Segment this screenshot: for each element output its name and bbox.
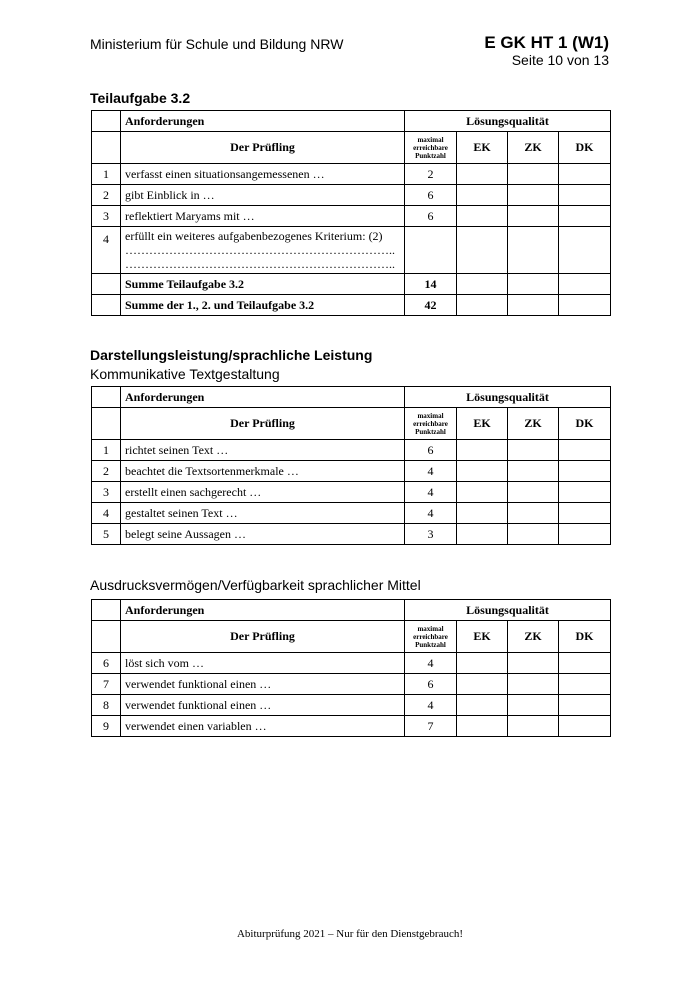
table-row xyxy=(92,503,611,524)
requirement-text: verwendet funktional einen … xyxy=(121,695,405,716)
zk-cell[interactable] xyxy=(508,227,559,274)
col-header-candidate: Der Prüfling xyxy=(121,408,405,440)
table-cell xyxy=(92,132,121,164)
row-number: 6 xyxy=(92,653,121,674)
zk-cell[interactable] xyxy=(508,295,559,316)
table-row xyxy=(92,482,611,503)
sum-points: 42 xyxy=(405,295,457,316)
zk-cell[interactable] xyxy=(508,164,559,185)
requirement-text: erstellt einen sachgerecht … xyxy=(121,482,405,503)
table-row xyxy=(92,695,611,716)
col-header-dk: DK xyxy=(559,408,611,440)
col-header-zk: ZK xyxy=(508,408,559,440)
dk-cell[interactable] xyxy=(559,503,611,524)
dk-cell[interactable] xyxy=(559,716,611,737)
col-header-requirements: Anforderungen xyxy=(121,387,405,408)
max-points-line: Punktzahl xyxy=(415,151,446,160)
table-row xyxy=(92,164,611,185)
dk-cell[interactable] xyxy=(559,164,611,185)
col-header-quality: Lösungsqualität xyxy=(405,600,611,621)
requirement-text: erfüllt ein weiteres aufgabenbezogenes Kriterium: (2) xyxy=(125,229,383,243)
row-number: 4 xyxy=(92,227,121,274)
dk-cell[interactable] xyxy=(559,185,611,206)
table-row xyxy=(92,227,611,274)
max-points: 6 xyxy=(405,674,457,695)
dk-cell[interactable] xyxy=(559,482,611,503)
max-points: 2 xyxy=(405,164,457,185)
ek-cell[interactable] xyxy=(457,503,508,524)
max-points-line: Punktzahl xyxy=(415,640,446,649)
ek-cell[interactable] xyxy=(457,274,508,295)
requirement-text: verwendet einen variablen … xyxy=(121,716,405,737)
ek-cell[interactable] xyxy=(457,206,508,227)
max-points: 6 xyxy=(405,440,457,461)
requirement-text: gibt Einblick in … xyxy=(121,185,405,206)
table-row xyxy=(92,206,611,227)
table-row xyxy=(92,440,611,461)
sum-points: 14 xyxy=(405,274,457,295)
ek-cell[interactable] xyxy=(457,440,508,461)
ek-cell[interactable] xyxy=(457,653,508,674)
row-number: 5 xyxy=(92,524,121,545)
max-points-line: Punktzahl xyxy=(415,427,446,436)
col-header-ek: EK xyxy=(457,408,508,440)
ek-cell[interactable] xyxy=(457,695,508,716)
ek-cell[interactable] xyxy=(457,461,508,482)
ek-cell[interactable] xyxy=(457,716,508,737)
max-points-line: erreichbare xyxy=(413,632,448,641)
section-subtitle-ausdruck: Ausdrucksvermögen/Verfügbarkeit sprachlicher Mittel xyxy=(90,577,421,593)
section-title-teilaufgabe: Teilaufgabe 3.2 xyxy=(90,90,191,106)
col-header-candidate: Der Prüfling xyxy=(121,621,405,653)
max-points-line: maximal xyxy=(417,135,444,144)
zk-cell[interactable] xyxy=(508,524,559,545)
sum-label: Summe der 1., 2. und Teilaufgabe 3.2 xyxy=(121,295,405,316)
max-points-line: maximal xyxy=(417,411,444,420)
col-header-requirements: Anforderungen xyxy=(121,111,405,132)
requirement-text: löst sich vom … xyxy=(121,653,405,674)
requirement-text: verwendet funktional einen … xyxy=(121,674,405,695)
col-header-requirements: Anforderungen xyxy=(121,600,405,621)
table-cell xyxy=(92,295,121,316)
zk-cell[interactable] xyxy=(508,185,559,206)
row-number: 3 xyxy=(92,482,121,503)
dk-cell[interactable] xyxy=(559,695,611,716)
ek-cell[interactable] xyxy=(457,482,508,503)
col-header-max-points xyxy=(405,408,457,440)
zk-cell[interactable] xyxy=(508,274,559,295)
max-points: 6 xyxy=(405,206,457,227)
dk-cell[interactable] xyxy=(559,274,611,295)
fill-in-line: ………………………………………………………….. xyxy=(125,257,395,271)
ek-cell[interactable] xyxy=(457,227,508,274)
max-points xyxy=(405,227,457,274)
zk-cell[interactable] xyxy=(508,206,559,227)
max-points-line: maximal xyxy=(417,624,444,633)
max-points-line: erreichbare xyxy=(413,419,448,428)
col-header-max-points xyxy=(405,132,457,164)
row-number: 8 xyxy=(92,695,121,716)
zk-cell[interactable] xyxy=(508,716,559,737)
col-header-zk: ZK xyxy=(508,132,559,164)
table-cell xyxy=(92,621,121,653)
table-cell xyxy=(92,387,121,408)
requirement-text: belegt seine Aussagen … xyxy=(121,524,405,545)
col-header-quality: Lösungsqualität xyxy=(405,387,611,408)
col-header-max-points xyxy=(405,621,457,653)
table-row xyxy=(92,461,611,482)
row-number: 1 xyxy=(92,440,121,461)
max-points: 6 xyxy=(405,185,457,206)
col-header-zk: ZK xyxy=(508,621,559,653)
section-title-darstellung: Darstellungsleistung/sprachliche Leistung xyxy=(90,347,373,363)
table-cell xyxy=(92,408,121,440)
sum-label: Summe Teilaufgabe 3.2 xyxy=(121,274,405,295)
row-number: 4 xyxy=(92,503,121,524)
ek-cell[interactable] xyxy=(457,524,508,545)
zk-cell[interactable] xyxy=(508,440,559,461)
zk-cell[interactable] xyxy=(508,461,559,482)
max-points: 4 xyxy=(405,653,457,674)
sum-row xyxy=(92,274,611,295)
table-row xyxy=(92,674,611,695)
row-number: 3 xyxy=(92,206,121,227)
col-header-ek: EK xyxy=(457,621,508,653)
exam-code: E GK HT 1 (W1) xyxy=(484,33,609,52)
zk-cell[interactable] xyxy=(508,674,559,695)
zk-cell[interactable] xyxy=(508,653,559,674)
table-cell xyxy=(92,111,121,132)
table-cell xyxy=(92,274,121,295)
grading-table-ausdruck xyxy=(91,599,611,737)
grading-table-teilaufgabe xyxy=(91,110,611,316)
row-number: 7 xyxy=(92,674,121,695)
dk-cell[interactable] xyxy=(559,295,611,316)
row-number: 9 xyxy=(92,716,121,737)
requirement-text: reflektiert Maryams mit … xyxy=(121,206,405,227)
table-row xyxy=(92,524,611,545)
max-points: 7 xyxy=(405,716,457,737)
table-row xyxy=(92,716,611,737)
ek-cell[interactable] xyxy=(457,164,508,185)
section-subtitle-kommunikativ: Kommunikative Textgestaltung xyxy=(90,366,280,382)
max-points: 4 xyxy=(405,461,457,482)
ek-cell[interactable] xyxy=(457,185,508,206)
col-header-candidate: Der Prüfling xyxy=(121,132,405,164)
dk-cell[interactable] xyxy=(559,206,611,227)
col-header-dk: DK xyxy=(559,621,611,653)
grading-table-kommunikativ xyxy=(91,386,611,545)
requirement-text: richtet seinen Text … xyxy=(121,440,405,461)
page-footer: Abiturprüfung 2021 – Nur für den Dienstgebrauch! xyxy=(236,928,464,940)
sum-row xyxy=(92,295,611,316)
zk-cell[interactable] xyxy=(508,503,559,524)
row-number: 2 xyxy=(92,461,121,482)
dk-cell[interactable] xyxy=(559,524,611,545)
ministry-name: Ministerium für Schule und Bildung NRW xyxy=(90,36,344,52)
table-row xyxy=(92,653,611,674)
dk-cell[interactable] xyxy=(559,461,611,482)
fill-in-line: ………………………………………………………….. xyxy=(125,243,395,257)
table-cell xyxy=(92,600,121,621)
table-row xyxy=(92,185,611,206)
ek-cell[interactable] xyxy=(457,674,508,695)
page-number: Seite 10 von 13 xyxy=(511,52,609,68)
col-header-ek: EK xyxy=(457,132,508,164)
max-points: 4 xyxy=(405,503,457,524)
requirement-text: gestaltet seinen Text … xyxy=(121,503,405,524)
zk-cell[interactable] xyxy=(508,695,559,716)
row-number: 1 xyxy=(92,164,121,185)
dk-cell[interactable] xyxy=(559,227,611,274)
max-points: 4 xyxy=(405,695,457,716)
row-number: 2 xyxy=(92,185,121,206)
dk-cell[interactable] xyxy=(559,674,611,695)
zk-cell[interactable] xyxy=(508,482,559,503)
ek-cell[interactable] xyxy=(457,295,508,316)
dk-cell[interactable] xyxy=(559,440,611,461)
requirement-text: beachtet die Textsortenmerkmale … xyxy=(121,461,405,482)
dk-cell[interactable] xyxy=(559,653,611,674)
max-points: 3 xyxy=(405,524,457,545)
max-points-line: erreichbare xyxy=(413,143,448,152)
max-points: 4 xyxy=(405,482,457,503)
col-header-quality: Lösungsqualität xyxy=(405,111,611,132)
col-header-dk: DK xyxy=(559,132,611,164)
requirement-text-block xyxy=(121,227,405,274)
requirement-text: verfasst einen situationsangemessenen … xyxy=(121,164,405,185)
